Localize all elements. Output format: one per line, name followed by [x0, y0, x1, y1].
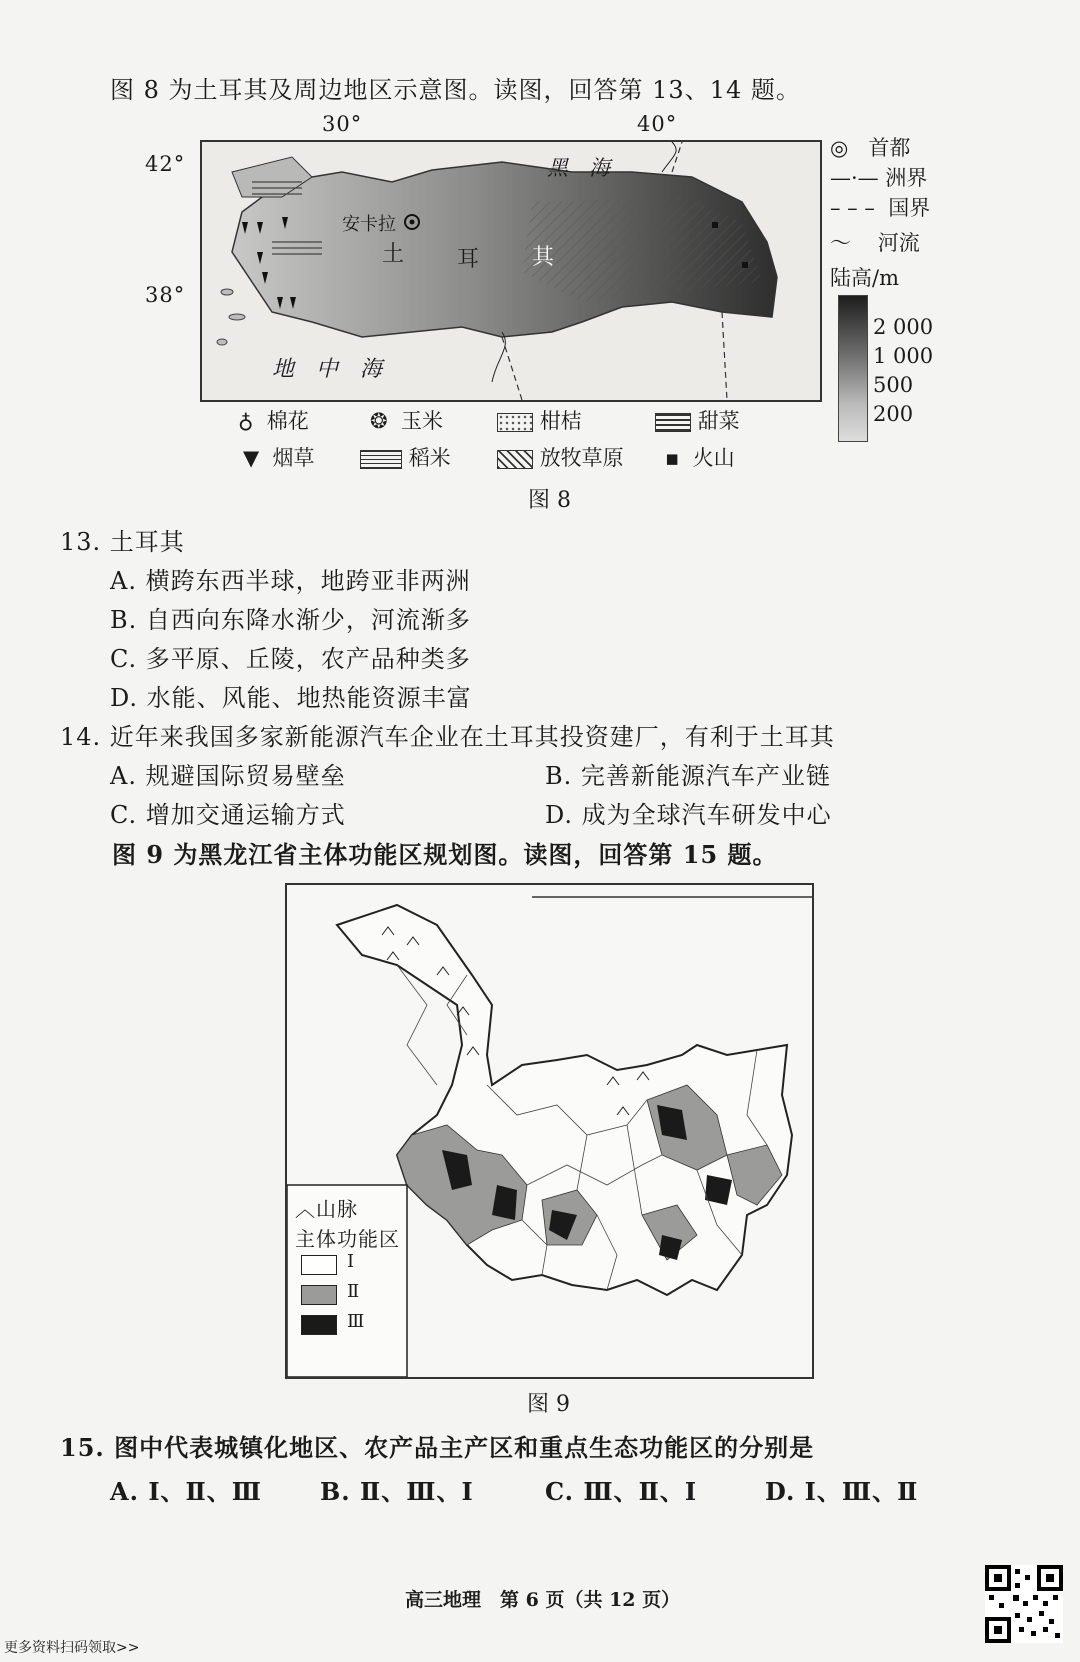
qr-code[interactable] — [985, 1565, 1063, 1643]
more-resources-link[interactable]: 更多资料扫码领取>> — [4, 1640, 140, 1656]
national-boundary-icon: – – – — [830, 196, 875, 220]
figure8-caption: 图 8 — [528, 488, 571, 513]
crop-beet: 甜菜 — [655, 405, 740, 435]
legend-title: 主体功能区 — [295, 1227, 400, 1251]
elev-500: 500 — [873, 373, 914, 397]
map8-legend-continent: —·— 洲界 — [830, 166, 928, 190]
lon-30-label: 30° — [322, 112, 363, 136]
crop-cotton: ♁ 棉花 — [238, 409, 309, 433]
elevation-title: 陆高/m — [830, 266, 899, 290]
legend-swatch-3 — [301, 1315, 337, 1335]
qr-code-icon — [985, 1565, 1063, 1643]
black-sea-label: 黑 海 — [547, 156, 610, 180]
country-char-3: 其 — [532, 245, 555, 270]
continent-boundary-icon: —·— — [830, 166, 879, 190]
rice-icon — [360, 450, 402, 469]
q14-option-d: D. 成为全球汽车研发中心 — [545, 801, 832, 829]
crop-citrus: 柑桔 — [497, 405, 582, 435]
q15-option-a: A. Ⅰ、Ⅱ、Ⅲ — [110, 1477, 263, 1506]
figure9-intro: 图 9 为黑龙江省主体功能区规划图。读图，回答第 15 题。 — [112, 840, 778, 869]
q14-stem: 14. 近年来我国多家新能源汽车企业在土耳其投资建厂，有利于土耳其 — [60, 723, 835, 751]
river-icon: ～ — [830, 231, 851, 255]
crop-volcano: ▪ 火山 — [665, 446, 735, 470]
capital-icon: ◎ — [830, 136, 849, 160]
q15-option-d: D. Ⅰ、Ⅲ、Ⅱ — [765, 1477, 919, 1506]
q15-option-b: B. Ⅱ、Ⅲ、Ⅰ — [320, 1477, 474, 1506]
country-char-1: 土 — [382, 242, 405, 267]
legend-mountain: ︿山脉 — [295, 1197, 358, 1221]
legend-swatch-2 — [301, 1285, 337, 1305]
heilongjiang-map-graphic — [287, 885, 812, 1377]
turkey-map — [200, 140, 822, 402]
lat-42-label: 42° — [145, 152, 186, 176]
corn-icon: ❂ — [370, 409, 388, 433]
map8-legend-river: ～ 河流 — [830, 231, 920, 255]
q15-option-c: C. Ⅲ、Ⅱ、Ⅰ — [545, 1477, 698, 1506]
legend-label-1: Ⅰ — [347, 1251, 356, 1272]
q13-stem: 13. 土耳其 — [60, 528, 185, 556]
figure9-caption: 图 9 — [527, 1392, 570, 1417]
cotton-icon: ♁ — [238, 409, 254, 433]
q13-option-d: D. 水能、风能、地热能资源丰富 — [110, 684, 472, 712]
map8-legend-national: – – – 国界 — [830, 196, 931, 220]
figure8-intro: 图 8 为土耳其及周边地区示意图。读图，回答第 13、14 题。 — [110, 76, 801, 104]
elevation-scale-bar — [838, 295, 868, 442]
crop-rice: 稻米 — [360, 442, 451, 472]
crop-pasture: 放牧草原 — [497, 442, 624, 472]
q13-option-c: C. 多平原、丘陵，农产品种类多 — [110, 645, 471, 673]
mediterranean-label: 地 中 海 — [272, 357, 383, 382]
citrus-icon — [497, 413, 533, 432]
capital-name-label: 安卡拉 — [342, 214, 396, 235]
elev-2000: 2 000 — [873, 315, 934, 339]
volcano-icon: ▪ — [665, 446, 680, 470]
tobacco-icon: ▼ — [243, 446, 260, 470]
q14-option-c: C. 增加交通运输方式 — [110, 801, 346, 829]
map8-legend-capital: ◎ 首都 — [830, 136, 911, 160]
q14-option-a: A. 规避国际贸易壁垒 — [110, 762, 346, 790]
q13-option-a: A. 横跨东西半球，地跨亚非两洲 — [110, 567, 471, 595]
beet-icon — [655, 413, 691, 432]
crop-tobacco: ▼ 烟草 — [243, 446, 315, 470]
q13-option-b: B. 自西向东降水渐少，河流渐多 — [110, 606, 471, 634]
crop-corn: ❂ 玉米 — [370, 409, 443, 433]
q14-option-b: B. 完善新能源汽车产业链 — [545, 762, 831, 790]
mountain-icon: ︿ — [295, 1197, 316, 1221]
elev-1000: 1 000 — [873, 344, 934, 368]
lon-40-label: 40° — [637, 112, 678, 136]
lat-38-label: 38° — [145, 283, 186, 307]
heilongjiang-map — [285, 883, 814, 1379]
page-footer: 高三地理 第 6 页（共 12 页） — [405, 1589, 681, 1611]
legend-label-3: Ⅲ — [347, 1311, 366, 1332]
q15-stem: 15. 图中代表城镇化地区、农产品主产区和重点生态功能区的分别是 — [60, 1433, 815, 1462]
country-char-2: 耳 — [457, 247, 480, 272]
legend-swatch-1 — [301, 1255, 337, 1275]
legend-label-2: Ⅱ — [347, 1281, 361, 1302]
pasture-icon — [497, 450, 533, 469]
elev-200: 200 — [873, 402, 914, 426]
